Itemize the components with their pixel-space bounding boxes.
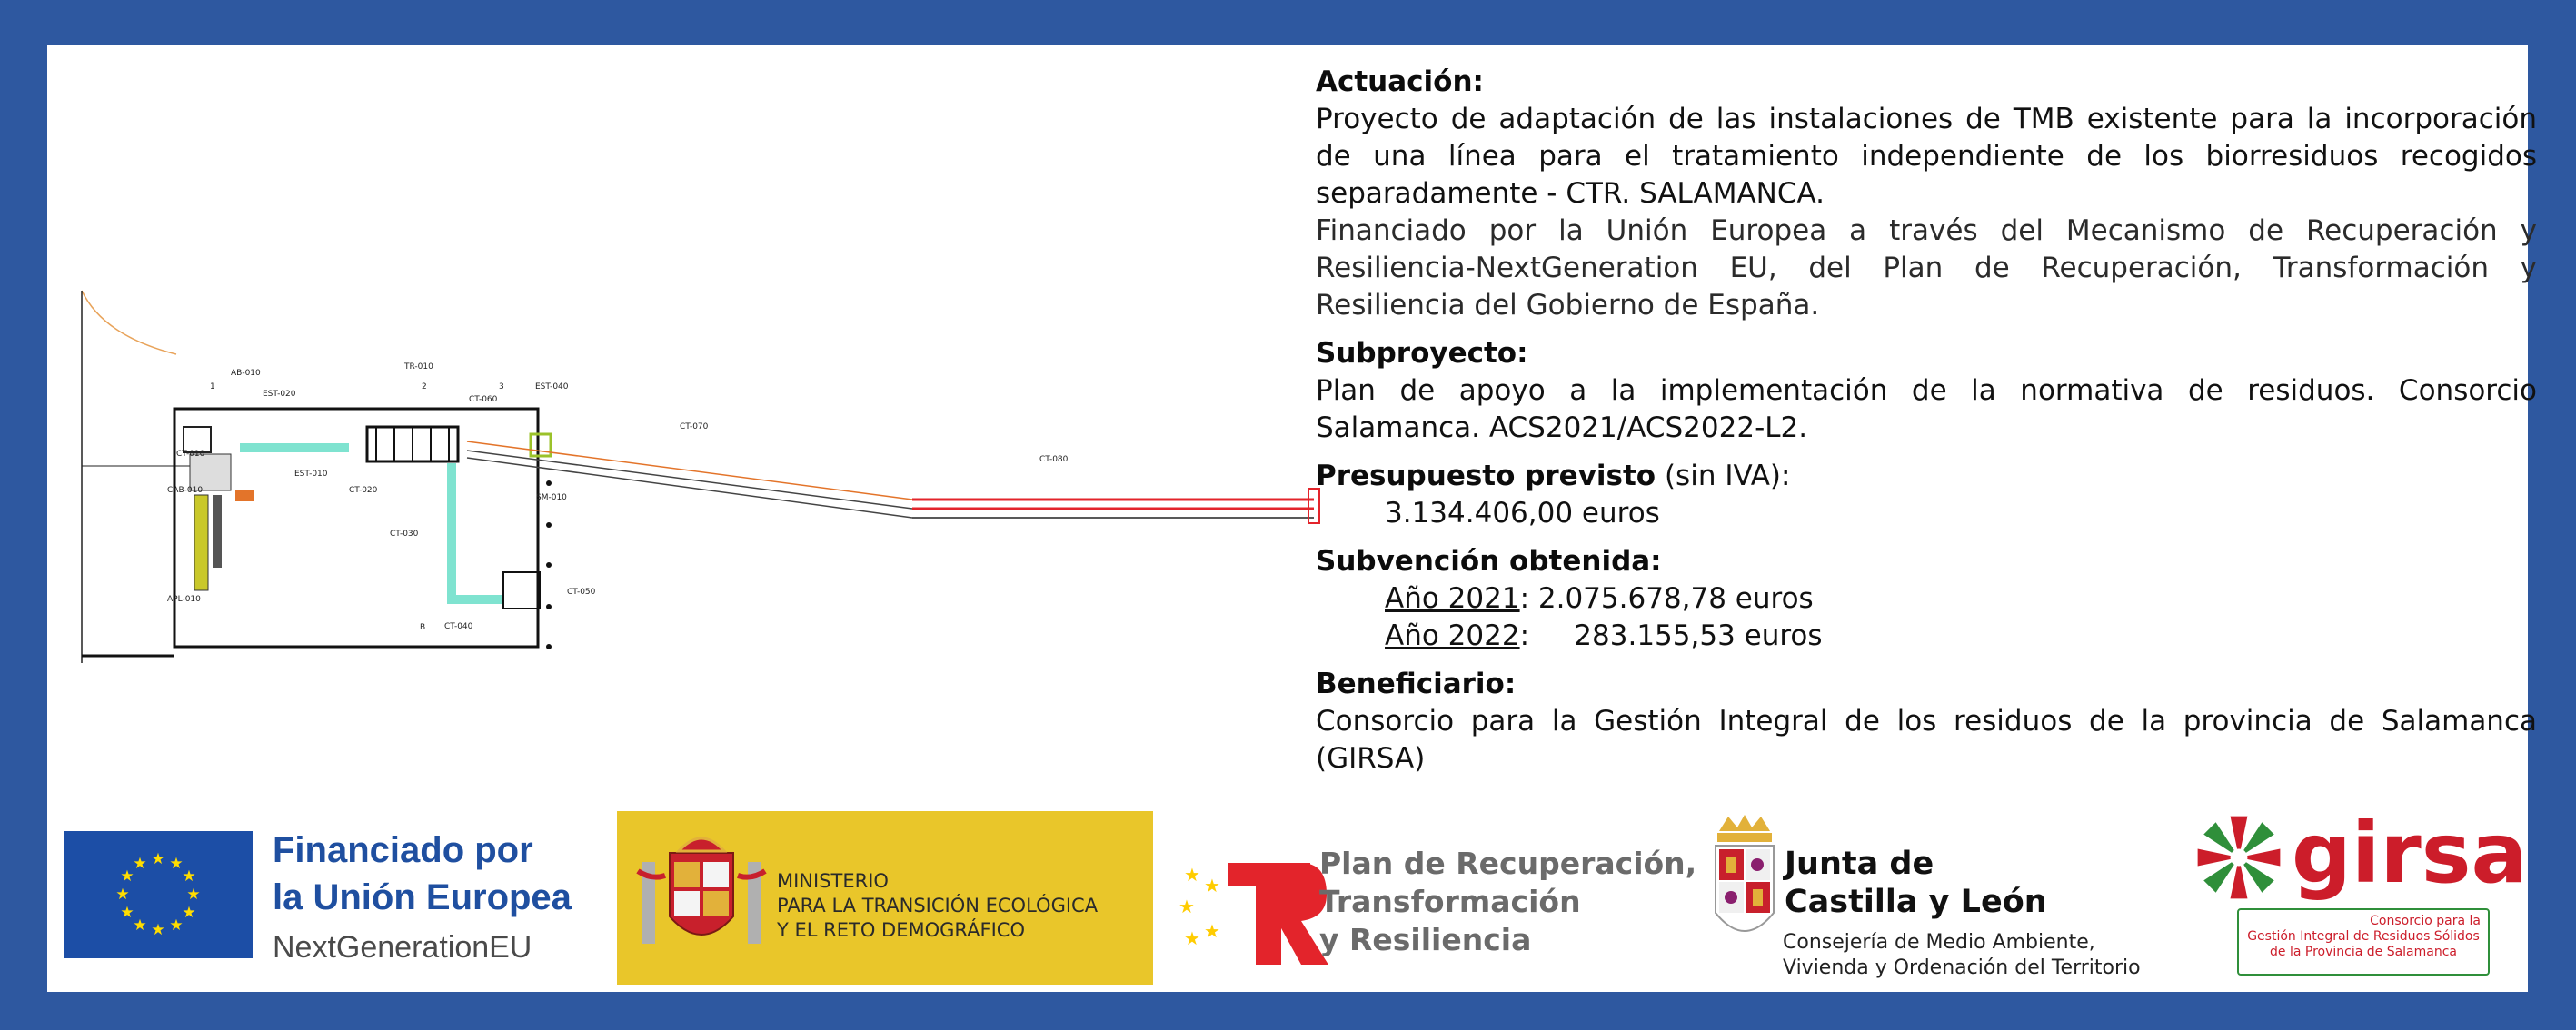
section-subvencion: [1316, 543, 2537, 655]
equip-ab010: [184, 427, 211, 452]
boundary-arc: [82, 291, 176, 354]
svg-text:★: ★: [1184, 864, 1200, 886]
equip-cab010: [190, 454, 231, 490]
conveyor-ct040: [447, 595, 502, 604]
prtr-line3: y Resiliencia: [1319, 922, 1532, 957]
jcyl-line4: Vivienda y Ordenación del Territorio: [1783, 956, 2141, 979]
eu-line3: NextGenerationEU: [273, 930, 532, 965]
svg-text:★: ★: [1179, 896, 1195, 917]
equip-ct050: [503, 572, 540, 609]
eu-line1: Financiado por: [273, 830, 533, 870]
column-dot: [546, 480, 552, 486]
ministerio-line3: Y EL RETO DEMOGRÁFICO: [777, 919, 1025, 941]
label-est040: EST-040: [535, 382, 569, 391]
content-panel: [47, 45, 2537, 992]
svg-text:★: ★: [182, 867, 196, 886]
plant-layout-drawing: [76, 236, 1330, 708]
eu-flag-icon: [64, 831, 253, 958]
subvencion-heading: Subvención obtenida:: [1316, 545, 1662, 578]
conveyor-ct030: [447, 463, 456, 604]
presupuesto-note: (sin IVA):: [1656, 460, 1791, 492]
conveyor-ct010: [240, 443, 349, 452]
svg-text:★: ★: [182, 904, 196, 922]
label-ct060: CT-060: [469, 395, 498, 404]
column-dot: [546, 562, 552, 568]
label-ct080: CT-080: [1039, 455, 1069, 464]
svg-text:★: ★: [133, 916, 147, 935]
svg-text:★: ★: [169, 855, 184, 873]
svg-text:★: ★: [169, 916, 184, 935]
section-subproyecto: [1316, 335, 2537, 447]
year2-amount: : 283.155,53 euros: [1519, 619, 1823, 652]
svg-text:★: ★: [1204, 920, 1220, 942]
girsa-line3: de la Provincia de Salamanca: [2270, 945, 2457, 959]
eu-stars: [64, 831, 253, 958]
beneficiario-heading: Beneficiario:: [1316, 668, 1517, 700]
year2-label: Año 2022: [1385, 619, 1520, 652]
jcyl-logo-text: [1785, 845, 2141, 981]
prtr-line2: Transformación: [1319, 884, 1581, 919]
column-dot: [546, 644, 552, 649]
subproyecto-text: Plan de apoyo a la implementación de la normativa de residuos. Consorcio Salamanca. ACS2021/ACS2022-L2.: [1316, 374, 2537, 444]
girsa-emblem-icon: [2192, 810, 2286, 905]
subproyecto-heading: Subproyecto:: [1316, 337, 1528, 370]
equip-dark: [213, 495, 222, 568]
svg-text:★: ★: [120, 867, 134, 886]
subvencion-year1: [1316, 580, 2537, 618]
svg-text:★: ★: [120, 904, 134, 922]
equip-sm010: [531, 434, 551, 456]
axis-label-1: 1: [210, 382, 215, 391]
label-est010: EST-010: [294, 470, 328, 479]
label-sm010: SM-010: [536, 493, 567, 502]
ministerio-line1: MINISTERIO: [777, 870, 889, 892]
section-beneficiario: [1316, 666, 2537, 777]
spain-coat-of-arms-icon: [633, 826, 770, 971]
svg-text:★: ★: [151, 850, 165, 868]
girsa-logo: [2192, 805, 2528, 985]
year1-label: Año 2021: [1385, 582, 1520, 615]
ministerio-text: [777, 869, 1098, 943]
prtr-logo-text: [1319, 845, 1696, 959]
section-presupuesto: [1316, 458, 2537, 532]
year1-amount: : 2.075.678,78 euros: [1519, 582, 1814, 615]
label-ct010: CT-010: [176, 450, 205, 459]
svg-text:★: ★: [1204, 875, 1220, 896]
label-ct030: CT-030: [390, 530, 419, 539]
conveyor-ct070-b: [467, 451, 912, 509]
label-cab010: CAB-010: [167, 486, 204, 495]
axis-label-b: B: [420, 623, 426, 632]
label-est020: EST-020: [263, 390, 296, 399]
jcyl-line2: Castilla y León: [1785, 884, 2047, 920]
eu-line2: la Unión Europea: [273, 877, 572, 917]
actuacion-funding: Financiado por la Unión Europea a través del Mecanismo de Recuperación y Resiliencia-NextGeneration EU, del Plan de Recuperación, Transformación y Resiliencia del Gobierno de España.: [1316, 214, 2537, 322]
castilla-leon-shield-icon: [1710, 813, 1779, 966]
prtr-line1: Plan de Recuperación,: [1319, 846, 1697, 881]
presupuesto-heading: Presupuesto previsto: [1316, 460, 1656, 492]
conveyor-ct070-a: [467, 441, 912, 500]
equip-apl010: [194, 495, 208, 590]
ministerio-logo: [617, 811, 1153, 985]
svg-text:★: ★: [133, 855, 147, 873]
equip-orange: [235, 490, 254, 501]
plant-layout-svg: [76, 236, 1330, 708]
jcyl-line1: Junta de: [1785, 846, 1934, 882]
svg-text:★: ★: [186, 886, 201, 904]
svg-text:★: ★: [151, 921, 165, 939]
presupuesto-amount: 3.134.406,00 euros: [1385, 497, 1660, 530]
ministerio-line2: PARA LA TRANSICIÓN ECOLÓGICA: [777, 895, 1099, 916]
label-ct070: CT-070: [680, 422, 709, 431]
svg-text:★: ★: [115, 886, 130, 904]
label-ab010: AB-010: [231, 369, 261, 378]
girsa-line2: Gestión Integral de Residuos Sólidos: [2247, 929, 2480, 944]
axis-label-2: 2: [422, 382, 427, 391]
girsa-subtitle-box: [2237, 908, 2490, 976]
project-info: [1316, 64, 2537, 788]
column-dot: [546, 604, 552, 609]
label-ct050: CT-050: [567, 588, 596, 597]
label-tr010: TR-010: [404, 362, 433, 371]
actuacion-description: Proyecto de adaptación de las instalaciones de TMB existente para la incorporación de una línea para el tratamiento independiente de los biorresiduos recogidos separadamente - CTR. SALAMANCA.: [1316, 103, 2537, 210]
girsa-line1: Consorcio para la: [2370, 914, 2481, 928]
axis-label-3: 3: [499, 382, 504, 391]
svg-text:★: ★: [1184, 927, 1200, 949]
beneficiario-text: Consorcio para la Gestión Integral de los residuos de la provincia de Salamanca (GIRSA): [1316, 705, 2537, 775]
label-ct040: CT-040: [444, 622, 473, 631]
subvencion-year2: [1316, 618, 2537, 655]
column-dot: [546, 522, 552, 528]
girsa-wordmark: girsa: [2292, 805, 2528, 902]
jcyl-line3: Consejería de Medio Ambiente,: [1783, 931, 2095, 954]
building-outline: [174, 409, 538, 647]
label-ct020: CT-020: [349, 486, 378, 495]
conveyor-ct070-c: [467, 458, 912, 518]
label-apl010: APL-010: [167, 595, 201, 604]
actuacion-heading: Actuación:: [1316, 65, 1484, 98]
eu-funding-logo: [273, 827, 618, 970]
section-actuacion: [1316, 64, 2537, 324]
